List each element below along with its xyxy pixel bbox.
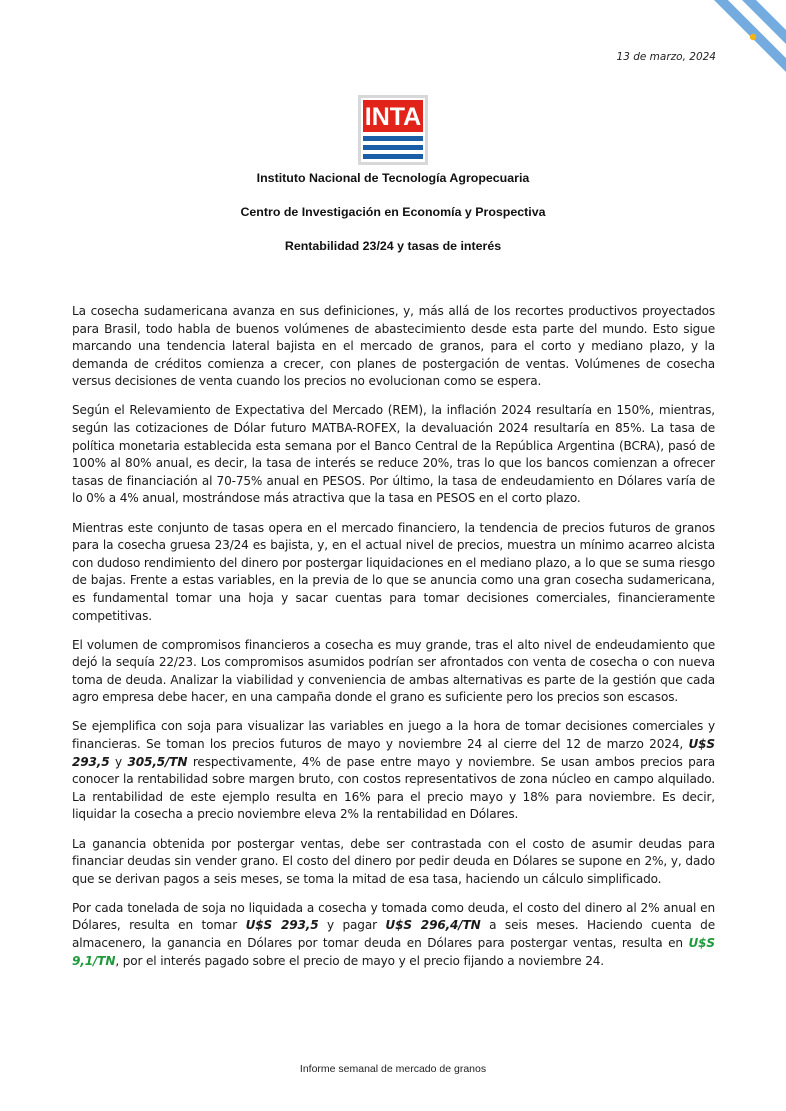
may-price-value: U$S 293,5 [72,737,715,769]
paragraph-7-text-b: y pagar [318,918,386,933]
paragraph-7-text-a: Por cada tonelada de soja no liquidada a cosecha y tomada como deuda, el costo del dinero al 2% anual en Dólares, resulta en tomar [72,900,715,933]
paragraph-5-text-b: y [109,754,128,769]
report-title: Rentabilidad 23/24 y tasas de interés [284,239,502,253]
debt-paid-value: U$S 296,4/TN [385,918,481,933]
flag-icon [646,0,786,140]
center-name: Centro de Investigación en Economía y Prospectiva [240,205,546,219]
document-headings [0,171,786,253]
logo-text: INTA [364,103,422,131]
institute-name: Instituto Nacional de Tecnología Agropecuaria [256,171,530,185]
paragraph-5-text-a: Se ejemplifica con soja para visualizar las variables en juego a la hora de tomar decisiones comerciales y financieras. Se toman los precios futuros de mayo y noviembre 24 al cierre del 12 de marzo 2024, [72,719,715,752]
november-price-value: 305,5/TN [127,754,188,769]
debt-taken-value: U$S 293,5 [245,918,319,933]
argentina-flag-ribbon [646,0,786,140]
paragraph-5 [72,718,715,824]
page-footer: Informe semanal de mercado de granos [299,1063,487,1075]
gain-value: U$S 9,1/TN [72,936,715,968]
sun-of-may-icon [750,34,756,40]
paragraph-4: El volumen de compromisos financieros a cosecha es muy grande, tras el alto nivel de endeudamiento que dejó la sequía 22/23. Los compromisos asumidos podrían ser afrontados con venta de cosecha o con nueva toma de deuda. Analizar la viabilidad y conveniencia de ambas alternativas es parte de la gestión que cada agro empresa debe hacer, en una campaña donde el grano es suficiente pero los precios son escasos. [72,637,715,705]
paragraph-7 [72,900,715,970]
report-body [72,303,715,982]
paragraph-7-text-c: a seis meses. Haciendo cuenta de almacenero, la ganancia en Dólares por tomar deuda en Dólares para postergar ventas, resulta en [72,918,715,950]
paragraph-2: Según el Relevamiento de Expectativa del Mercado (REM), la inflación 2024 resultaría en 150%, mientras, según las cotizaciones de Dólar futuro MATBA-ROFEX, la devaluación 2024 resultaría en 85%. La tasa de política monetaria establecida esta semana por el Banco Central de la República Argentina (BCRA), pasó de 100% al 80% anual, es decir, la tasa de interés se reduce 20%, tras lo que los bancos comienzan a ofrecer tasas de financiación al 70-75% anual en PESOS. Por último, la tasa de endeudamiento en Dólares varía de lo 0% a 4% anual, mostrándose más atractiva que la tasa en PESOS en el corto plazo. [72,403,715,506]
paragraph-1: La cosecha sudamericana avanza en sus definiciones, y, más allá de los recortes productivos proyectados para Brasil, todo habla de buenos volúmenes de abastecimiento desde esta parte del mundo. Esto sigue marcando una tendencia lateral bajista en el mercado de granos, para el corto y mediano plazo, y la demanda de créditos comienza a crecer, con planes de postergación de ventas. Volúmenes de cosecha versus decisiones de venta cuando los precios no evolucionan como se espera. [72,304,715,389]
paragraph-6: La ganancia obtenida por postergar ventas, debe ser contrastada con el costo de asumir deudas para financiar deudas sin vender grano. El costo del dinero por pedir deuda en Dólares se supone en 2%, y, dado que se derivan pagos a seis meses, se toma la mitad de esa tasa, haciendo un cálculo simplificado. [72,836,715,886]
inta-logo [358,95,428,165]
paragraph-7-text-d: , por el interés pagado sobre el precio de mayo y el precio fijando a noviembre 24. [115,953,604,968]
report-date: 13 de marzo, 2024 [616,51,716,63]
paragraph-3: Mientras este conjunto de tasas opera en el mercado financiero, la tendencia de precios futuros de granos para la cosecha gruesa 23/24 es bajista, y, en el actual nivel de precios, muestra un mínimo acarreo alcista con dudoso rendimiento del dinero por postergar liquidaciones en el mediano plazo, a lo que se suma riesgo de bajas. Frente a estas variables, en la previa de lo que se anuncia como una gran cosecha sudamericana, es fundamental tomar una hoja y sacar cuentas para tomar decisiones comerciales, financieramente competitivas. [72,520,715,623]
paragraph-5-text-c: respectivamente, 4% de pase entre mayo y noviembre. Se usan ambos precios para conocer la rentabilidad sobre margen bruto, con costos representativos de zona núcleo en campo alquilado. La rentabilidad de este ejemplo resulta en 16% para el precio mayo y 18% para noviembre. Es decir, liquidar la cosecha a precio noviembre eleva 2% la rentabilidad en Dólares. [72,754,715,822]
